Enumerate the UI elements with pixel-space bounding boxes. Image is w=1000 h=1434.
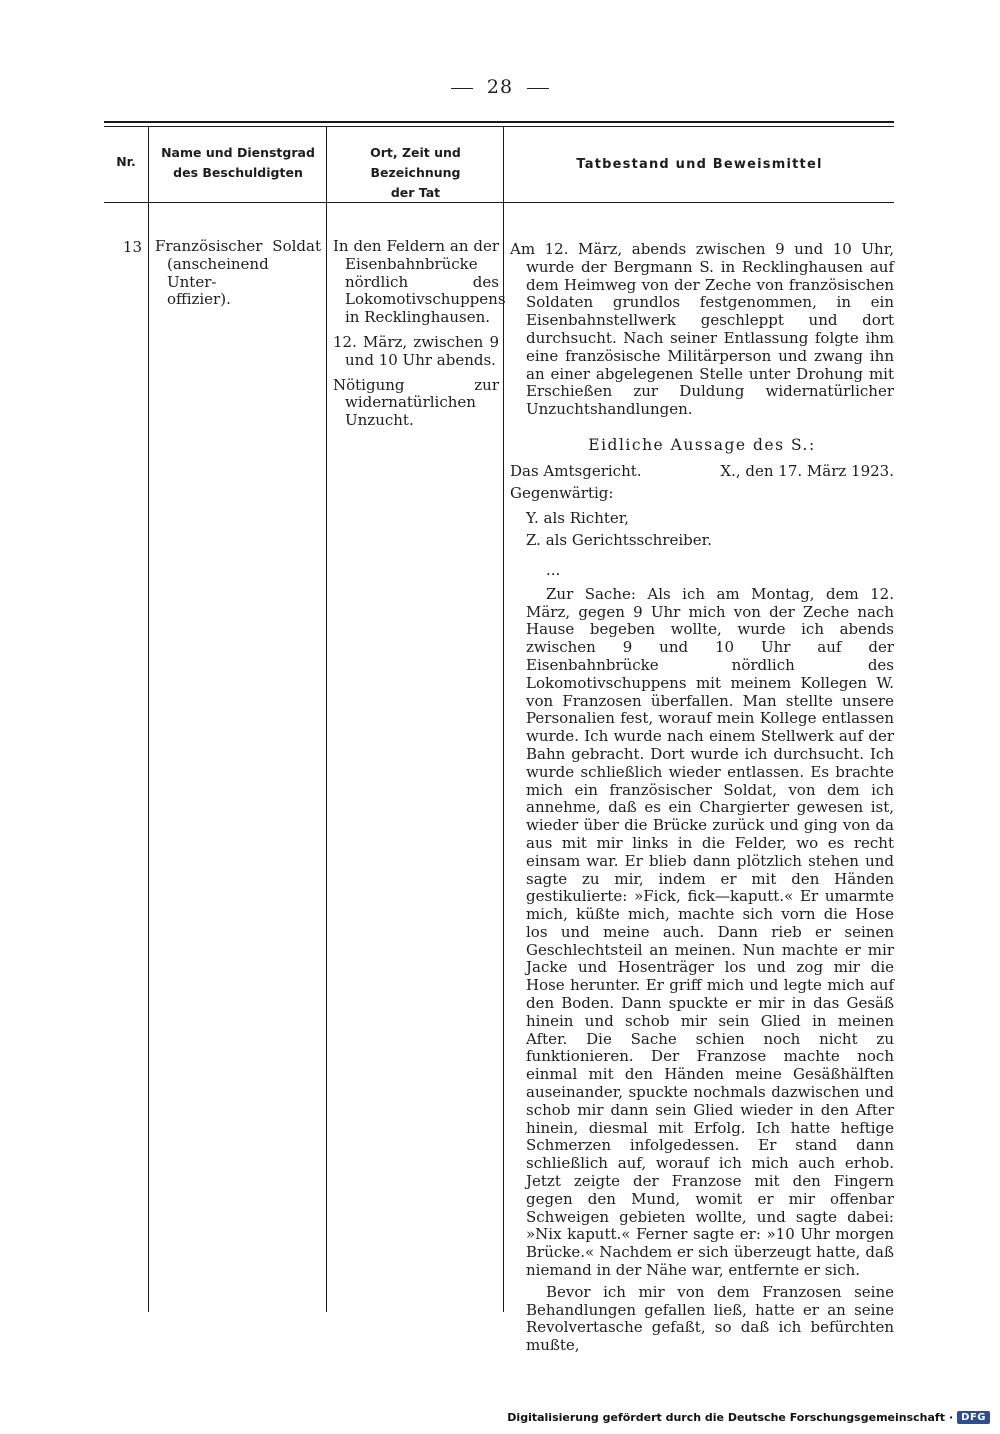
statement-heading: Eidliche Aussage des S.: bbox=[588, 435, 816, 454]
header-ort-line2: der Tat bbox=[390, 185, 441, 200]
header-tatbestand: Tatbestand und Beweismittel bbox=[576, 157, 823, 172]
header-name-line1: Name und Dienstgrad bbox=[161, 145, 315, 160]
facts-cell bbox=[510, 241, 894, 1355]
header-ort bbox=[328, 143, 503, 203]
page-number-line bbox=[0, 76, 1000, 98]
facts-summary: Am 12. März, abends zwischen 9 und 10 Uhr, wurde der Bergmann S. in Recklinghausen auf dem Heimweg von der Zeche von französischen Soldaten grundlos festgenommen, in ein Eisenbahnstellwerk geschleppt und dort durchsucht. Nach seiner Entlassung folgte ihm eine französische Militärperson und zwang ihn an einer abgelegenen Stelle unter Drohung mit Erschießen zur Duldung widernatürlicher Unzuchtshandlungen. bbox=[510, 240, 894, 419]
ellipsis: ... bbox=[546, 560, 561, 579]
accused-line3: offizier). bbox=[167, 290, 231, 309]
offense-text: Nötigung zur widernatürlichen Unzucht. bbox=[333, 375, 499, 430]
dash-left bbox=[451, 88, 473, 89]
clerk-line: Z. als Gerichtsschreiber. bbox=[526, 531, 712, 550]
dash-right bbox=[527, 88, 549, 89]
entry-number: 13 bbox=[122, 238, 142, 256]
footer-credit: Digitalisierung gefördert durch die Deutsche Forschungsgemeinschaft · DFG bbox=[507, 1411, 990, 1424]
page-number: 28 bbox=[486, 76, 514, 98]
court-date: X., den 17. März 1923. bbox=[720, 461, 894, 480]
header-name bbox=[150, 143, 326, 183]
time-text: 12. März, zwischen 9 und 10 Uhr abends. bbox=[333, 332, 499, 369]
table-top-rule-thin bbox=[104, 126, 894, 127]
court-name: Das Amtsgericht. bbox=[510, 461, 642, 480]
accused-cell bbox=[155, 238, 321, 309]
header-name-line2: des Beschuldigten bbox=[173, 165, 303, 180]
court-date-row bbox=[510, 463, 894, 481]
header-nr: Nr. bbox=[116, 154, 136, 169]
table-top-rule bbox=[104, 121, 894, 123]
dfg-logo-icon: DFG bbox=[957, 1411, 990, 1424]
header-ort-line1: Ort, Zeit und Bezeichnung bbox=[370, 145, 461, 180]
column-divider-2 bbox=[326, 127, 327, 1312]
place-text: In den Feldern an der Eisenbahnbrücke nördlich des Lokomotivschuppens in Recklinghausen. bbox=[333, 237, 506, 327]
testimony-text: Zur Sache: Als ich am Montag, dem 12. März, gegen 9 Uhr mich von der Zeche nach Hause begeben wollte, wurde ich abends zwischen 9 und 10 Uhr auf der Eisenbahnbrücke nördlich des Lokomotivschuppens mit meinem Kollegen W. von Franzosen überfallen. Man stellte unsere Personalien fest, worauf mein Kollege entlassen wurde. Ich wurde nach einem Stellwerk auf der Bahn gebracht. Dort wurde ich durchsucht. Ich wurde schließlich wieder entlassen. Es brachte mich ein französischer Soldat, von dem ich annehme, daß es ein Chargierter gewesen ist, wieder über die Brücke zurück und ging von da aus mit mir links in die Felder, wo es recht einsam war. Er blieb dann plötzlich stehen und sagte zu mir, indem er mit den Händen gestikulierte: »Fick, fick—kaputt.« Er umarmte mich, küßte mich, machte sich vorn die Hose los und meine auch. Dann rieb er seinen Geschlechtsteil an meinen. Nun machte er mir Jacke und Hosenträger los und zog mir die Hose herunter. Er griff mich und legte mich auf den Boden. Dann spuckte er mir in das Gesäß hinein und schob mir sein Glied in meinen After. Die Sache schien noch nicht zu funktionieren. Der Franzose machte noch einmal mit den Händen meine Gesäßhälften auseinander, spuckte nochmals dazwischen und schob mir dann sein Glied wieder in den After hinein, diesmal mit Erfolg. Ich hatte heftige Schmerzen infolgedessen. Er stand dann schließlich auf, worauf ich mich auch erhob. Jetzt zeigte der Franzose mit den Fingern gegen den Mund, womit er mir offenbar Schweigen gebieten wollte, und sagte dabei: »Nix kaputt.« Ferner sagte er: »10 Uhr morgen Brücke.« Nachdem er sich überzeugt hatte, daß niemand in der Nähe war, entfernte er sich. bbox=[526, 584, 894, 1280]
accused-line1: Französischer Soldat bbox=[155, 237, 321, 255]
testimony-continuation: Bevor ich mir von dem Franzosen seine Behandlungen gefallen ließ, hatte er an seine Revolvertasche gefaßt, so daß ich befürchten mußte, bbox=[526, 1282, 894, 1355]
accused-line2: (anscheinend Unter- bbox=[167, 254, 269, 291]
place-time-cell bbox=[333, 237, 506, 437]
present-label: Gegenwärtig: bbox=[510, 483, 614, 502]
column-divider-1 bbox=[148, 127, 149, 1312]
footer-text: Digitalisierung gefördert durch die Deutsche Forschungsgemeinschaft bbox=[507, 1411, 945, 1424]
judge-line: Y. als Richter, bbox=[526, 509, 630, 528]
